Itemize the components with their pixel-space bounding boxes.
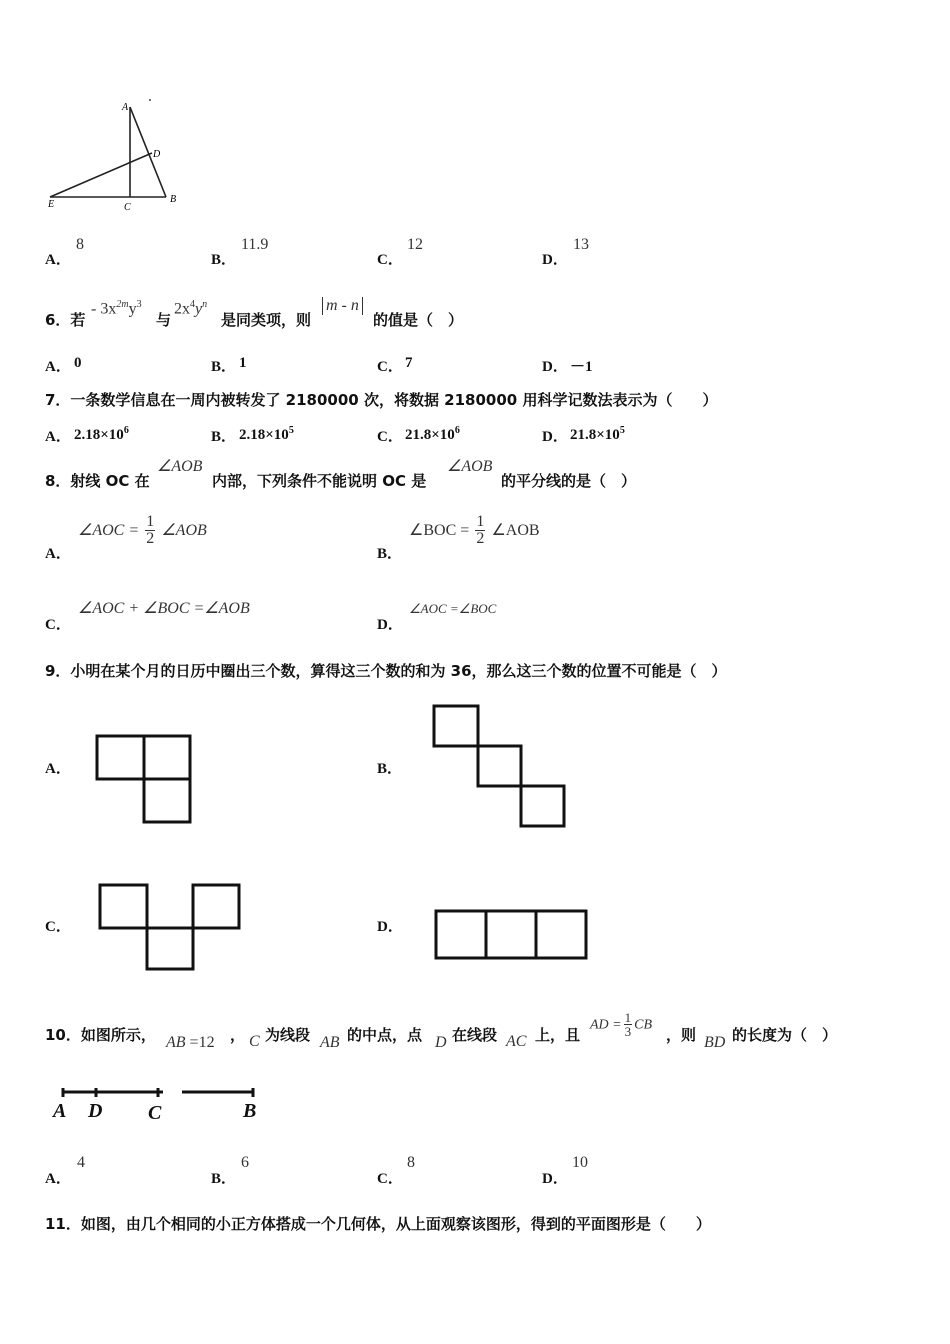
q9-option-b-figure: [432, 704, 572, 829]
q10-option-b-letter[interactable]: B．: [211, 1171, 237, 1187]
q8-option-d-expr: ∠AOC =∠BOC: [409, 601, 497, 616]
q9-option-d-letter[interactable]: D．: [377, 919, 403, 935]
q8-suffix: 的平分线的是（ ）: [501, 472, 637, 490]
q9-option-c-figure: [97, 883, 242, 973]
q10-text-4: 上，且: [535, 1026, 581, 1044]
q7-option-b-value: $2.18\times 10^5$: [239, 425, 294, 443]
q6-option-d-letter[interactable]: D．: [542, 359, 568, 375]
q10-segment-ab: AB: [320, 1034, 340, 1051]
q10-text-5: ，则: [666, 1026, 697, 1044]
q6-option-c-letter[interactable]: C．: [377, 359, 403, 375]
q7-option-a-value: $2.18\times 10^6$: [74, 425, 129, 443]
q6-option-c-value: 7: [405, 355, 413, 371]
q9-text: 9．小明在某个月的日历中圈出三个数，算得这三个数的和为 36，那么这三个数的位置不可能是（ ）: [45, 662, 727, 680]
q6-term1: - $3x^{2m}y^3$: [91, 299, 142, 318]
q10-text-1: 为线段: [265, 1026, 311, 1044]
q5-option-b-letter[interactable]: B．: [211, 252, 237, 268]
q10-comma: ，: [230, 1026, 246, 1044]
q7-option-c-value: $21.8\times 10^6$: [405, 425, 460, 443]
q5-option-c-value: 12: [407, 236, 423, 253]
q10-segment-figure: [50, 1085, 265, 1125]
q8-option-c-expr: ∠AOC + ∠BOC =∠AOB: [78, 600, 250, 617]
q8-option-d-letter[interactable]: D．: [377, 617, 403, 633]
q7-text: 7．一条数学信息在一周内被转发了 2180000 次，将数据 2180000 用科学记数法表示为（ ）: [45, 391, 718, 409]
q6-mid2: 是同类项，则: [221, 311, 312, 329]
q6-abs-expression: m - n: [322, 297, 363, 315]
q6-option-a-letter[interactable]: A．: [45, 359, 71, 375]
q5-option-c-letter[interactable]: C．: [377, 252, 403, 268]
q10-text-3: 在线段: [452, 1026, 498, 1044]
q11-text: 11．如图，由几个相同的小正方体搭成一个几何体，从上面观察该图形，得到的平面图形是（ ）: [45, 1215, 711, 1233]
q10-ratio-expr: AD = $\frac{1}{3}$ CB: [590, 1010, 652, 1039]
q10-option-d-letter[interactable]: D．: [542, 1171, 568, 1187]
q10-label-a: A: [53, 1100, 67, 1122]
q10-ab-equals: AB =12: [166, 1034, 215, 1051]
q9-option-c-letter[interactable]: C．: [45, 919, 71, 935]
q8-option-b-letter[interactable]: B．: [377, 546, 403, 562]
q9-option-d-figure: [434, 909, 589, 961]
q6-term2: $2x^4y^n$: [174, 299, 208, 318]
q8-angle-aob-2: ∠AOB: [447, 458, 493, 475]
q10-label-b: B: [243, 1100, 257, 1122]
triangle-figure: [40, 95, 200, 220]
q8-angle-aob: ∠AOB: [157, 458, 203, 475]
q8-prefix: 8．射线 OC 在: [45, 472, 150, 490]
q10-option-b-value: 6: [241, 1154, 249, 1171]
q6-option-a-value: 0: [74, 355, 82, 371]
q5-option-a-letter[interactable]: A．: [45, 252, 71, 268]
q10-label-c: C: [148, 1102, 162, 1124]
point-label-a: A: [122, 102, 129, 113]
q10-point-c: C: [249, 1033, 260, 1050]
q5-option-a-value: 8: [76, 236, 84, 253]
q8-option-a-expr: ∠AOC = $\frac{1}{2}$ ∠AOB: [78, 513, 207, 547]
q10-point-d: D: [435, 1034, 447, 1051]
q10-text-2: 的中点，点: [347, 1026, 423, 1044]
q7-option-a-letter[interactable]: A．: [45, 429, 71, 445]
q10-segment-bd: BD: [704, 1034, 726, 1051]
q10-text-6: 的长度为（ ）: [732, 1026, 838, 1044]
q7-option-d-value: $21.8\times 10^5$: [570, 425, 625, 443]
q8-option-c-letter[interactable]: C．: [45, 617, 71, 633]
q9-option-a-figure: [95, 734, 195, 826]
q9-option-a-letter[interactable]: A．: [45, 761, 71, 777]
q6-mid: 与: [156, 311, 172, 329]
q7-option-c-letter[interactable]: C．: [377, 429, 403, 445]
q10-option-a-letter[interactable]: A．: [45, 1171, 71, 1187]
point-label-b: B: [170, 194, 177, 205]
point-label-e: E: [48, 199, 55, 210]
q7-option-d-letter[interactable]: D．: [542, 429, 568, 445]
q10-label-d: D: [88, 1100, 103, 1122]
q10-segment-ac: AC: [506, 1033, 527, 1050]
q8-mid: 内部，下列条件不能说明 OC 是: [212, 472, 427, 490]
q7-option-b-letter[interactable]: B．: [211, 429, 237, 445]
q10-option-d-value: 10: [572, 1154, 588, 1171]
point-label-c: C: [124, 202, 131, 213]
q6-prefix: 6．若: [45, 311, 86, 329]
q10-prefix: 10．如图所示，: [45, 1026, 156, 1044]
q5-option-d-value: 13: [573, 236, 589, 253]
q8-option-a-letter[interactable]: A．: [45, 546, 71, 562]
q8-option-b-expr: ∠BOC = $\frac{1}{2}$ ∠AOB: [409, 513, 540, 547]
q5-option-d-letter[interactable]: D．: [542, 252, 568, 268]
q10-option-c-letter[interactable]: C．: [377, 1171, 403, 1187]
q10-option-a-value: 4: [77, 1154, 85, 1171]
q5-option-b-value: 11.9: [241, 236, 269, 253]
q6-suffix: 的值是（ ）: [373, 311, 464, 329]
q6-option-d-value: －1: [570, 359, 593, 375]
q9-option-b-letter[interactable]: B．: [377, 761, 403, 777]
q10-option-c-value: 8: [407, 1154, 415, 1171]
q6-option-b-letter[interactable]: B．: [211, 359, 237, 375]
q6-option-b-value: 1: [239, 355, 247, 371]
point-label-d: D: [153, 149, 161, 160]
